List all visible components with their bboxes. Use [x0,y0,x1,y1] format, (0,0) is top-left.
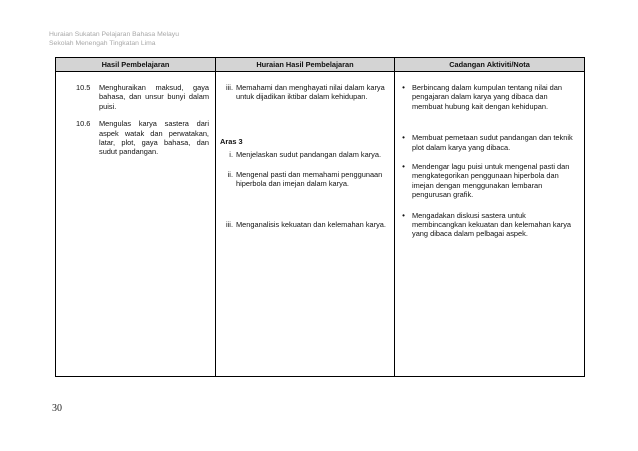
hasil-text: Menghuraikan maksud, gaya bahasa, dan unsur bunyi dalam puisi. [99,83,209,111]
aras-label: Aras 3 [220,136,243,146]
hasil-item [76,83,215,111]
huraian-text: Menganalisis kekuatan dan kelemahan karya. [236,220,386,230]
hasil-number: 10.6 [76,119,91,129]
header-line-2: Sekolah Menengah Tingkatan Lima [49,39,156,47]
hasil-item [76,119,215,157]
cadangan-cell [395,72,585,377]
column-header-cadangan: Cadangan Aktiviti/Nota [395,58,585,72]
table-row [56,72,585,377]
cadangan-text: Membuat pemetaan sudut pandangan dan teknik plot dalam karya yang dibaca. [412,133,573,152]
huraian-item [216,83,394,102]
huraian-cell [216,72,395,377]
huraian-item [216,170,394,189]
huraian-number: i. [229,150,233,160]
hasil-cell [56,72,216,377]
column-header-hasil: Hasil Pembelajaran [56,58,216,72]
huraian-text: Menjelaskan sudut pandangan dalam karya. [236,150,382,160]
huraian-number: iii. [226,83,233,92]
page-number: 30 [52,403,62,414]
cadangan-item [395,133,584,152]
bullet-icon: • [402,210,405,220]
cadangan-text: Mendengar lagu puisi untuk mengenal pasti dan mengkategorikan penggunaan hiperbola dan imejan dengan menggunakan lembaran pengurusan grafik. [412,162,570,200]
huraian-number: iii. [226,220,233,230]
document-header [49,31,179,48]
cadangan-item [395,211,584,239]
table-header-row [56,58,585,72]
hasil-text: Mengulas karya sastera dari aspek watak dan perwatakan, latar, plot, gaya bahasa, dan sudut pandangan. [99,119,209,157]
hasil-number: 10.5 [76,83,91,92]
header-line-1: Huraian Sukatan Pelajaran Bahasa Melayu [49,31,179,38]
bullet-icon: • [402,162,405,172]
syllabus-table [55,57,585,377]
bullet-icon: • [402,83,405,92]
cadangan-item [395,83,584,111]
cadangan-text: Berbincang dalam kumpulan tentang nilai dan pengajaran dalam karya yang dibaca dan membuat hubung kait dengan kehidupan. [412,83,562,111]
huraian-text: Mengenal pasti dan memahami penggunaan hiperbola dan imejan dalam karya. [236,169,383,189]
cadangan-item [395,162,584,200]
bullet-icon: • [402,133,405,143]
huraian-number: ii. [227,169,233,179]
huraian-item [216,150,394,159]
huraian-text: Memahami dan menghayati nilai dalam karya untuk dijadikan iktibar dalam kehidupan. [236,83,385,102]
cadangan-text: Mengadakan diskusi sastera untuk membincangkan kekuatan dan kelemahan karya yang dibaca dalam pelbagai aspek. [412,210,571,239]
huraian-item [216,220,394,229]
column-header-huraian: Huraian Hasil Pembelajaran [216,58,395,72]
